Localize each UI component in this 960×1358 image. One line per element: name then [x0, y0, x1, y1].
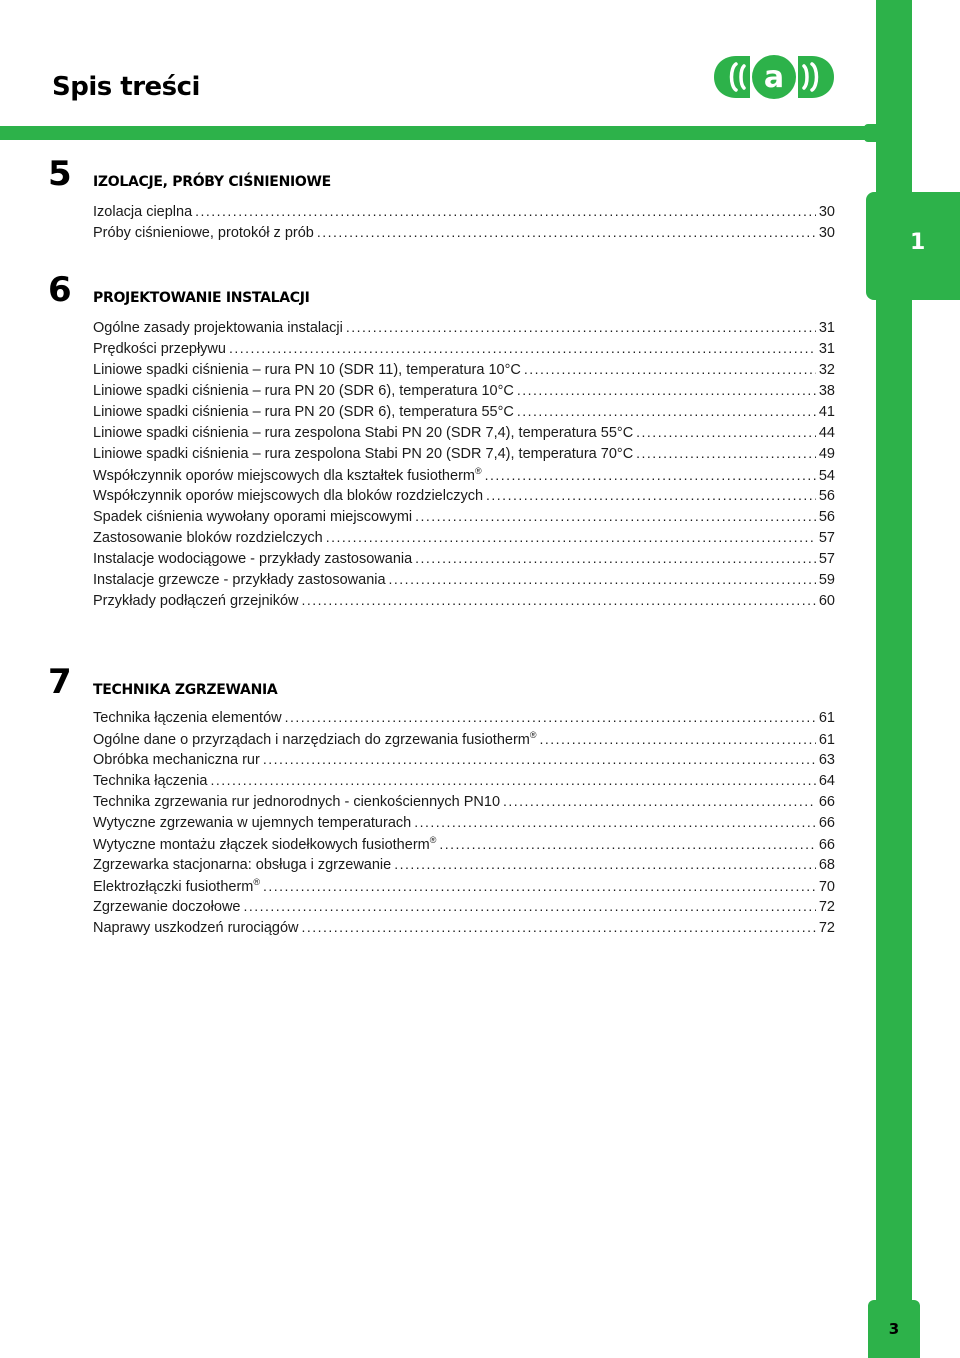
- toc-page-number: 57: [818, 551, 835, 567]
- toc-page-number: 72: [818, 899, 835, 915]
- toc-entry-text: [93, 877, 260, 895]
- toc-entry-text: Izolacja cieplna: [93, 204, 193, 220]
- toc-entry[interactable]: [93, 424, 835, 445]
- toc-entry[interactable]: [93, 445, 835, 466]
- toc-entry-label: Elektrozłączki fusiotherm: [93, 878, 254, 895]
- leader-dots: [415, 508, 816, 524]
- page-title: Spis treści: [52, 72, 200, 102]
- toc-entry-label: Współczynnik oporów miejscowych dla kształtek fusiotherm: [93, 467, 475, 484]
- toc-entry-text: Współczynnik oporów miejscowych dla bloków rozdzielczych: [93, 488, 484, 504]
- toc-entry-text: Technika łączenia elementów: [93, 710, 282, 726]
- leader-dots: [414, 814, 816, 830]
- section-title: PROJEKTOWANIE INSTALACJI: [93, 290, 310, 306]
- toc-page-number: 63: [818, 752, 835, 768]
- toc-entry-text: Liniowe spadki ciśnienia – rura PN 20 (SDR 6), temperatura 55°C: [93, 404, 514, 420]
- toc-page-number: 56: [818, 488, 835, 504]
- toc-page-number: 49: [818, 446, 835, 462]
- toc-entry-text: [93, 730, 537, 748]
- toc-entry[interactable]: [93, 382, 835, 403]
- section-title: TECHNIKA ZGRZEWANIA: [93, 682, 278, 698]
- section-title: IZOLACJE, PRÓBY CIŚNIENIOWE: [93, 174, 331, 190]
- toc-list: [93, 319, 835, 613]
- leader-dots: [302, 919, 816, 935]
- toc-entry-text: Ogólne zasady projektowania instalacji: [93, 320, 343, 336]
- leader-dots: [517, 382, 816, 398]
- leader-dots: [263, 878, 816, 894]
- page-number-box: [868, 1300, 920, 1358]
- toc-entry[interactable]: [93, 466, 835, 487]
- toc-entry[interactable]: [93, 898, 835, 919]
- toc-entry-text: Obróbka mechaniczna rur: [93, 752, 260, 768]
- toc-entry[interactable]: [93, 361, 835, 382]
- toc-entry-text: Liniowe spadki ciśnienia – rura zespolona Stabi PN 20 (SDR 7,4), temperatura 55°C: [93, 425, 634, 441]
- page-number: 3: [888, 1320, 900, 1338]
- toc-entry[interactable]: [93, 571, 835, 592]
- toc-entry[interactable]: [93, 592, 835, 613]
- leader-dots: [244, 898, 816, 914]
- header-green-rule: [0, 126, 876, 140]
- toc-entry-text: Technika zgrzewania rur jednorodnych - cienkościennych PN10: [93, 794, 501, 810]
- toc-page-number: 61: [818, 731, 835, 748]
- toc-page-number: 30: [818, 204, 835, 220]
- toc-entry[interactable]: [93, 203, 835, 224]
- toc-list: [93, 709, 835, 940]
- leader-dots: [524, 361, 816, 377]
- toc-page-number: 70: [818, 878, 835, 895]
- toc-page-number: 66: [818, 794, 835, 810]
- toc-entry[interactable]: [93, 508, 835, 529]
- header-rule-joint: [864, 124, 880, 142]
- toc-entry-text: Naprawy uszkodzeń rurociągów: [93, 920, 299, 936]
- registered-mark: ®: [429, 835, 437, 845]
- registered-mark: ®: [253, 877, 260, 887]
- toc-entry-text: Wytyczne zgrzewania w ujemnych temperaturach: [93, 815, 412, 831]
- toc-entry[interactable]: [93, 919, 835, 940]
- toc-page-number: 64: [818, 773, 835, 789]
- toc-page-number: 38: [818, 383, 835, 399]
- toc-entry[interactable]: [93, 550, 835, 571]
- toc-entry-text: Zastosowanie bloków rozdzielczych: [93, 530, 323, 546]
- leader-dots: [317, 224, 816, 240]
- toc-page-number: 31: [818, 341, 835, 357]
- toc-page-number: 54: [818, 467, 835, 484]
- toc-entry[interactable]: [93, 340, 835, 361]
- toc-entry-text: Zgrzewarka stacjonarna: obsługa i zgrzewanie: [93, 857, 392, 873]
- toc-entry-text: Instalacje grzewcze - przykłady zastosowania: [93, 572, 386, 588]
- toc-page-number: 68: [818, 857, 835, 873]
- toc-entry-text: Instalacje wodociągowe - przykłady zastosowania: [93, 551, 413, 567]
- section-number: 7: [48, 662, 72, 702]
- leader-dots: [263, 751, 816, 767]
- leader-dots: [485, 467, 816, 483]
- chapter-tab[interactable]: [866, 192, 960, 300]
- toc-entry-text: Liniowe spadki ciśnienia – rura PN 20 (SDR 6), temperatura 10°C: [93, 383, 514, 399]
- toc-entry[interactable]: [93, 224, 835, 245]
- toc-entry[interactable]: [93, 835, 835, 856]
- toc-entry-text: Liniowe spadki ciśnienia – rura PN 10 (SDR 11), temperatura 10°C: [93, 362, 521, 378]
- toc-entry-text: Zgrzewanie doczołowe: [93, 899, 241, 915]
- toc-page-number: 30: [818, 225, 835, 241]
- leader-dots: [415, 550, 816, 566]
- toc-entry[interactable]: [93, 403, 835, 424]
- leader-dots: [503, 793, 816, 809]
- section-number: 5: [48, 154, 72, 194]
- chapter-tab-number: 1: [910, 230, 926, 255]
- toc-page-number: 44: [818, 425, 835, 441]
- toc-entry[interactable]: [93, 709, 835, 730]
- toc-page-number: 32: [818, 362, 835, 378]
- toc-entry-text: Prędkości przepływu: [93, 341, 226, 357]
- leader-dots: [302, 592, 816, 608]
- toc-entry-text: [93, 466, 482, 484]
- toc-entry[interactable]: [93, 877, 835, 898]
- leader-dots: [439, 836, 815, 852]
- toc-page-number: 56: [818, 509, 835, 525]
- toc-entry-text: Technika łączenia: [93, 773, 208, 789]
- svg-text:a: a: [763, 60, 785, 95]
- leader-dots: [229, 340, 816, 356]
- leader-dots: [486, 487, 816, 503]
- toc-entry-text: Przykłady podłączeń grzejników: [93, 593, 299, 609]
- toc-entry[interactable]: [93, 856, 835, 877]
- toc-entry[interactable]: [93, 793, 835, 814]
- toc-entry-label: Ogólne dane o przyrządach i narzędziach do zgrzewania fusiotherm: [93, 731, 530, 748]
- leader-dots: [517, 403, 816, 419]
- toc-page-number: 57: [818, 530, 835, 546]
- toc-entry-label: Wytyczne montażu złączek siodełkowych fusiotherm: [93, 836, 430, 853]
- leader-dots: [394, 856, 816, 872]
- toc-entry-text: Spadek ciśnienia wywołany oporami miejscowymi: [93, 509, 413, 525]
- toc-page-number: 60: [818, 593, 835, 609]
- registered-mark: ®: [529, 730, 537, 740]
- toc-page-number: 61: [818, 710, 835, 726]
- leader-dots: [540, 731, 816, 747]
- toc-entry[interactable]: [93, 529, 835, 550]
- toc-page-number: 59: [818, 572, 835, 588]
- leader-dots: [210, 772, 815, 788]
- leader-dots: [326, 529, 816, 545]
- toc-entry-text: Liniowe spadki ciśnienia – rura zespolona Stabi PN 20 (SDR 7,4), temperatura 70°C: [93, 446, 634, 462]
- leader-dots: [636, 445, 816, 461]
- section-number: 6: [48, 270, 72, 310]
- leader-dots: [195, 203, 816, 219]
- toc-entry[interactable]: [93, 319, 835, 340]
- toc-page-number: 31: [818, 320, 835, 336]
- toc-entry[interactable]: [93, 487, 835, 508]
- toc-entry[interactable]: [93, 730, 835, 751]
- toc-page-number: 41: [818, 404, 835, 420]
- registered-mark: ®: [474, 466, 482, 476]
- toc-entry[interactable]: [93, 772, 835, 793]
- toc-list: [93, 203, 835, 245]
- toc-entry[interactable]: [93, 751, 835, 772]
- leader-dots: [636, 424, 816, 440]
- toc-page-number: 72: [818, 920, 835, 936]
- aquatherm-logo-icon: [706, 52, 842, 102]
- toc-entry-text: Próby ciśnieniowe, protokół z prób: [93, 225, 314, 241]
- toc-page-number: 66: [818, 815, 835, 831]
- leader-dots: [285, 709, 816, 725]
- leader-dots: [389, 571, 816, 587]
- toc-entry-text: [93, 835, 436, 853]
- toc-entry[interactable]: [93, 814, 835, 835]
- leader-dots: [346, 319, 816, 335]
- toc-page-number: 66: [818, 836, 835, 853]
